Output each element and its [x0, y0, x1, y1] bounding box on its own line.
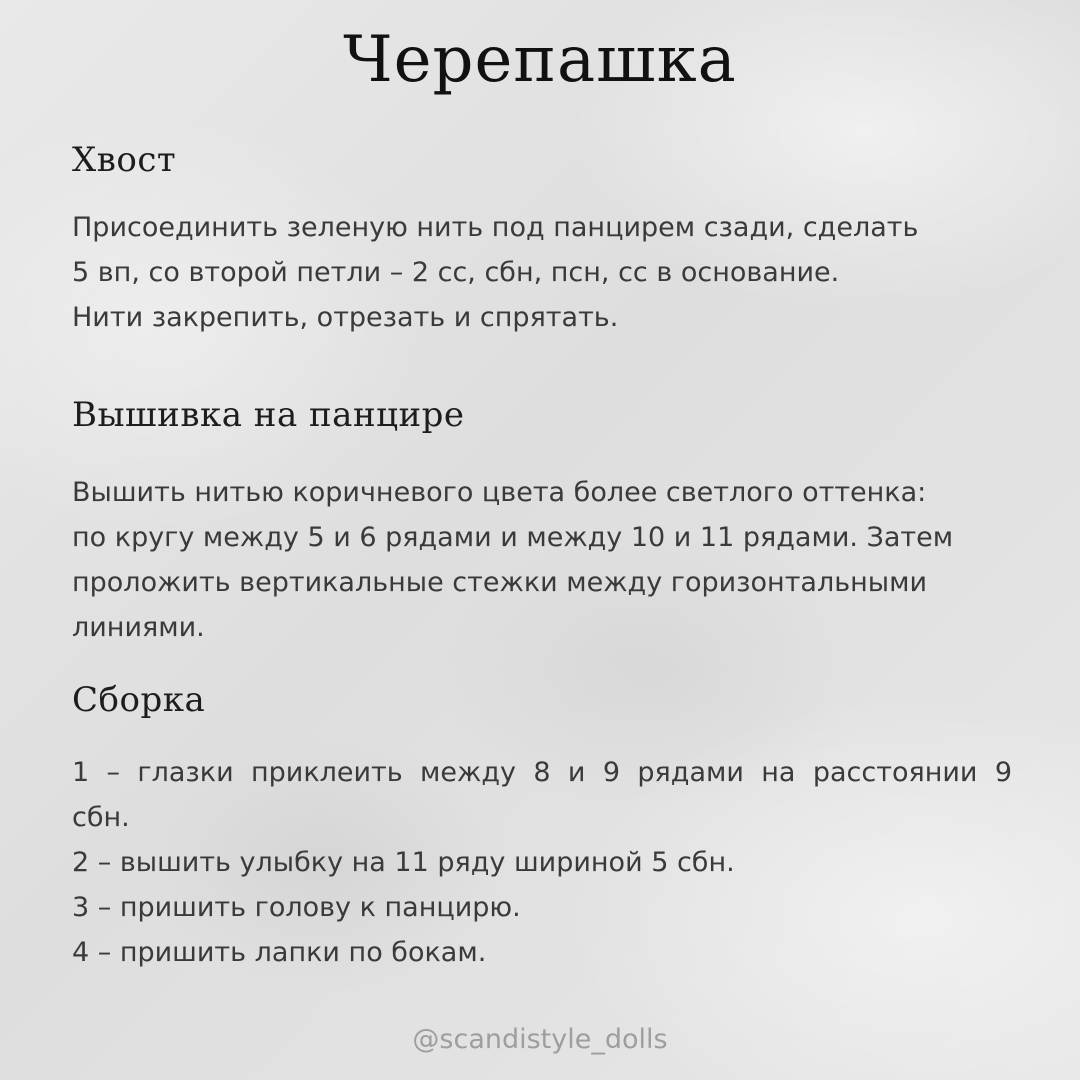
text-line: линиями.	[72, 612, 205, 643]
text-line: по кругу между 5 и 6 рядами и между 10 и 11 рядами. Затем	[72, 522, 954, 553]
section-heading-tail: Хвост	[72, 140, 177, 180]
text-line: 1 – глазки приклеить между 8 и 9 рядами на расстоянии 9	[72, 757, 1012, 788]
section-text-embroidery	[72, 470, 1012, 650]
author-handle: @scandistyle_dolls	[412, 1024, 668, 1055]
text-line: проложить вертикальные стежки между горизонтальными	[72, 567, 928, 598]
text-line: 3 – пришить голову к панцирю.	[72, 892, 521, 923]
text-line: 4 – пришить лапки по бокам.	[72, 937, 487, 968]
section-text-tail	[72, 205, 1012, 340]
text-line: 2 – вышить улыбку на 11 ряду шириной 5 сбн.	[72, 847, 735, 878]
section-text-assembly	[72, 750, 1012, 975]
text-line: сбн.	[72, 802, 130, 833]
text-line: Нити закрепить, отрезать и спрятать.	[72, 302, 619, 333]
section-heading-embroidery: Вышивка на панцире	[72, 395, 465, 435]
text-line: Вышить нитью коричневого цвета более светлого оттенка:	[72, 477, 927, 508]
section-heading-assembly: Сборка	[72, 680, 206, 720]
text-line: 5 вп, со второй петли – 2 сс, сбн, псн, сс в основание.	[72, 257, 840, 288]
page-title: Черепашка	[343, 23, 737, 97]
text-line: Присоединить зеленую нить под панцирем сзади, сделать	[72, 212, 919, 243]
